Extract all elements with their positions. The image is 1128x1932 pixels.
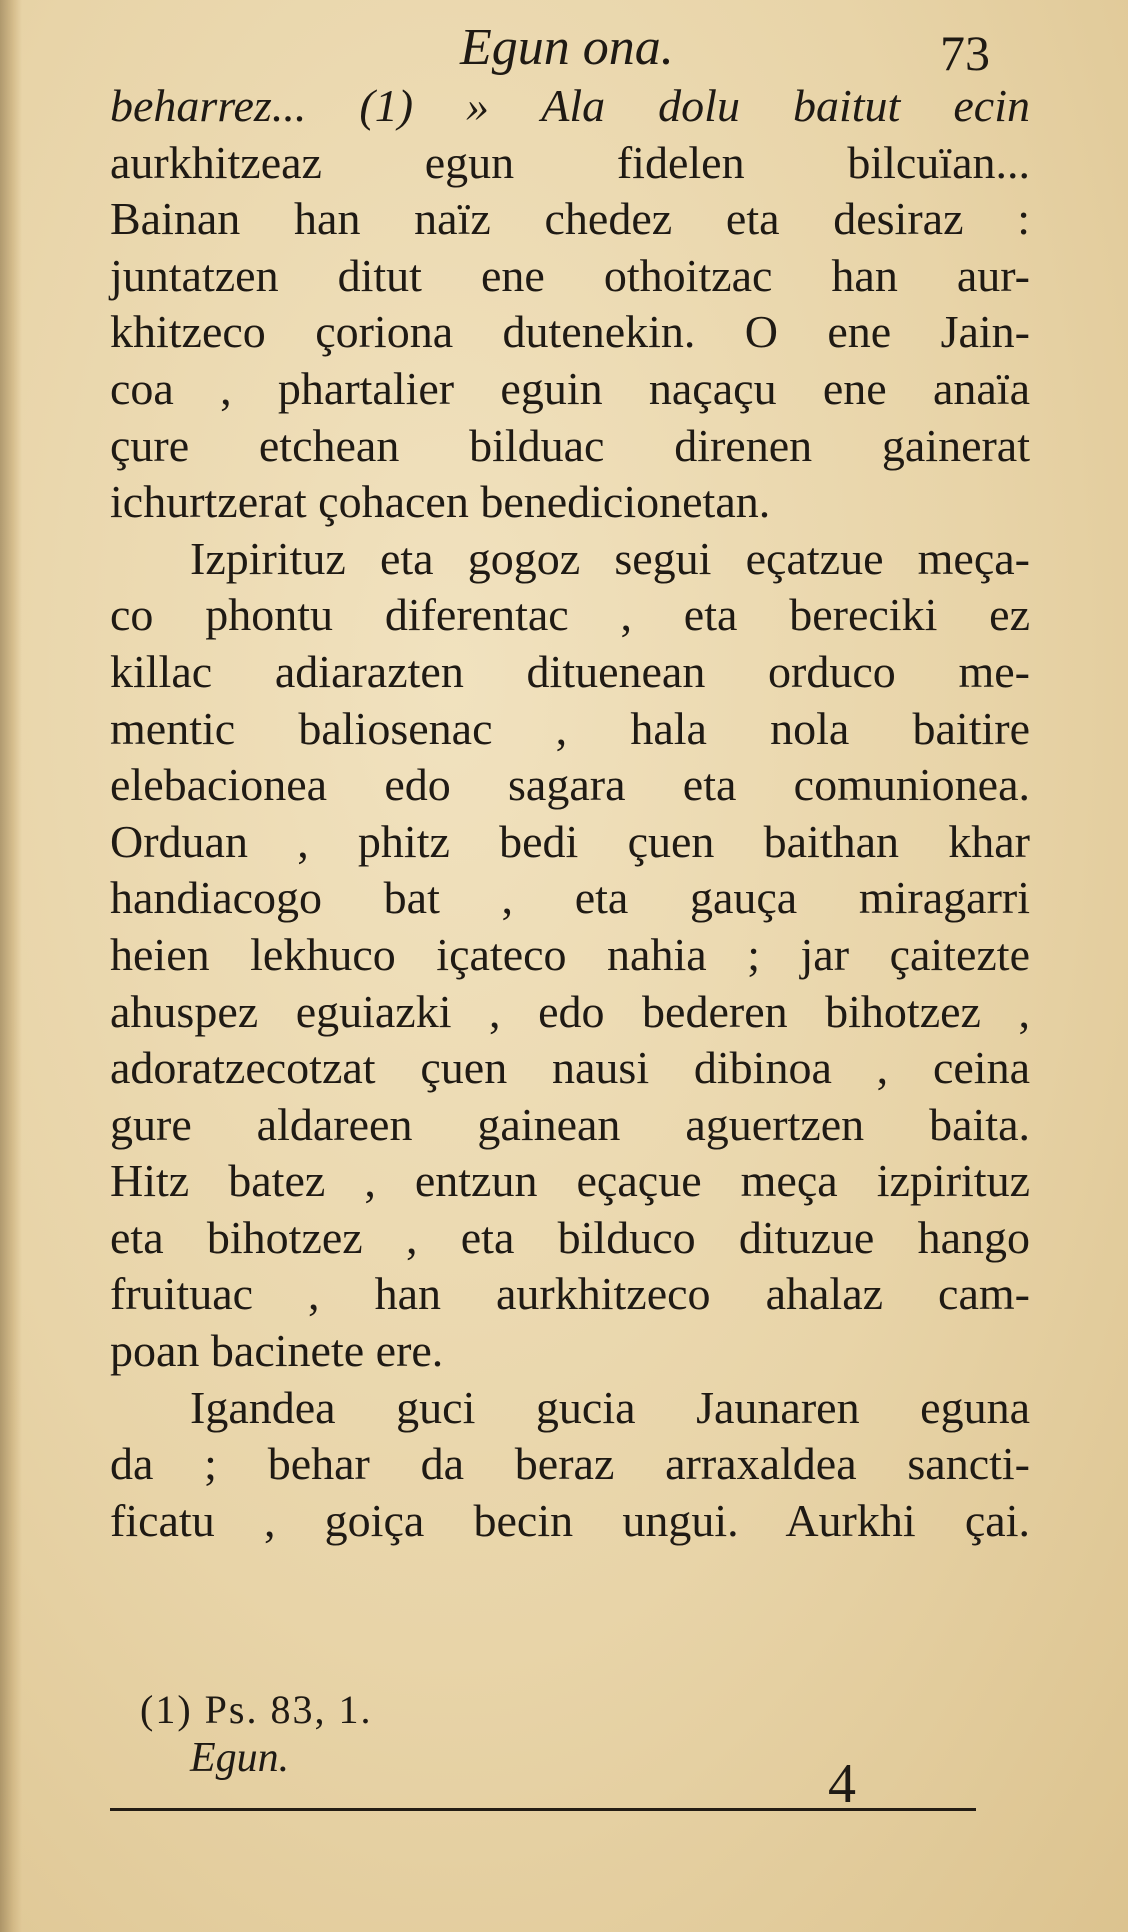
text-line: juntatzen ditut ene othoitzac han aur-	[110, 249, 1030, 301]
text-line: çure etchean bilduac direnen gainerat	[110, 419, 1030, 471]
text-line: Hitz batez , entzun eçaçue meça izpirituz	[110, 1155, 1030, 1207]
text-line: khitzeco çoriona dutenekin. O ene Jain-	[110, 306, 1030, 358]
text-line: ichurtzerat çohacen benedicionetan.	[110, 476, 771, 528]
text-line: fruituac , han aurkhitzeco ahalaz cam-	[110, 1268, 1030, 1320]
text-line: Orduan , phitz bedi çuen baithan khar	[110, 815, 1030, 867]
footnote: (1) Ps. 83, 1.	[140, 1687, 373, 1732]
text-line: beharrez... (1) » Ala dolu baitut ecin	[110, 80, 1030, 131]
text-line: eta bihotzez , eta bilduco dituzue hango	[110, 1211, 1030, 1263]
text-line: gure aldareen gainean aguertzen baita.	[110, 1098, 1030, 1150]
text-line: coa , phartalier eguin naçaçu ene anaïa	[110, 362, 1030, 414]
running-title: Egun ona.	[460, 19, 674, 76]
body-text	[110, 78, 1030, 1549]
page-number: 73	[940, 25, 990, 81]
text-line: aurkhitzeaz egun fidelen bilcuïan...	[110, 136, 1030, 188]
signature-number: 4	[828, 1753, 856, 1815]
page-spine-shadow	[0, 0, 22, 1932]
text-line: ahuspez eguiazki , edo bederen bihotzez ,	[110, 985, 1030, 1037]
text-line: adoratzecotzat çuen nausi dibinoa , ceina	[110, 1042, 1030, 1094]
text-line: heien lekhuco içateco nahia ; jar çaitezte	[110, 928, 1030, 980]
text-line: Izpirituz eta gogoz segui eçatzue meça-	[190, 532, 1030, 584]
text-line: handiacogo bat , eta gauça miragarri	[110, 872, 1030, 924]
text-line: co phontu diferentac , eta bereciki ez	[110, 589, 1030, 641]
text-line: poan bacinete ere.	[110, 1325, 444, 1377]
text-line: mentic baliosenac , hala nola baitire	[110, 702, 1030, 754]
text-line: ficatu , goiça becin ungui. Aurkhi çai.	[110, 1494, 1030, 1546]
text-line: Igandea guci gucia Jaunaren eguna	[190, 1381, 1030, 1433]
text-line: killac adiarazten dituenean orduco me-	[110, 645, 1030, 697]
text-line: Bainan han naïz chedez eta desiraz :	[110, 193, 1030, 245]
text-line: da ; behar da beraz arraxaldea sancti-	[110, 1438, 1030, 1490]
text-line: elebacionea edo sagara eta comunionea.	[110, 759, 1030, 811]
signature-mark-title: Egun.	[190, 1735, 290, 1781]
page-header	[0, 18, 1128, 81]
